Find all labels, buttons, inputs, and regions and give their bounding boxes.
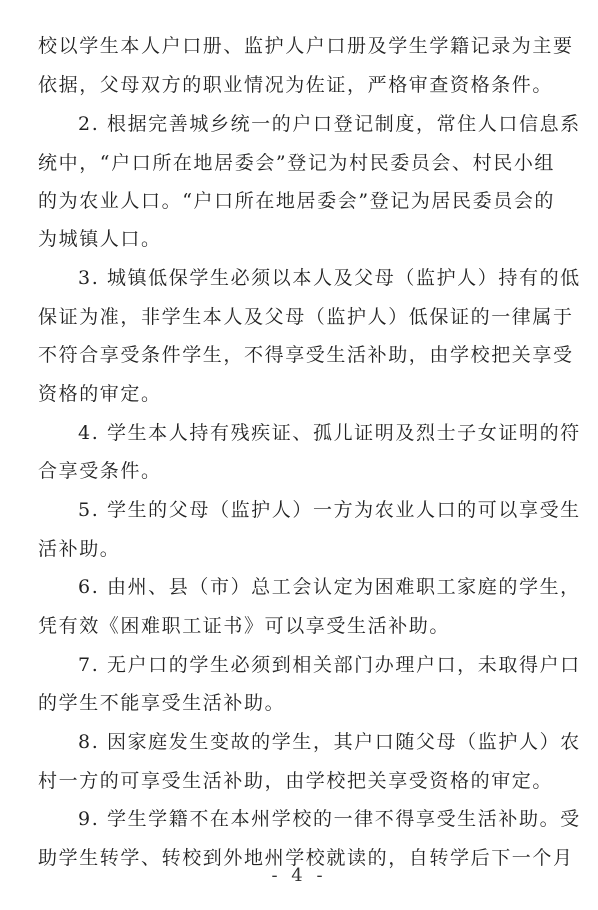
text-line: 的为农业人口。“户口所在地居委会”登记为居民委员会的 <box>38 190 556 212</box>
text-line: 为城镇人口。 <box>38 228 162 250</box>
paragraph-7-line: 7. 无户口的学生必须到相关部门办理户口，未取得户口 <box>78 654 581 676</box>
paragraph-4-line: 4. 学生本人持有残疾证、孤儿证明及烈士子女证明的符 <box>78 422 581 444</box>
text-line: 活补助。 <box>38 538 121 560</box>
paragraph-3-line: 3. 城镇低保学生必须以本人及父母（监护人）持有的低 <box>78 267 581 289</box>
paragraph-9-line: 9. 学生学籍不在本州学校的一律不得享受生活补助。受 <box>78 808 581 830</box>
text-line: 统中，“户口所在地居委会”登记为村民委员会、村民小组 <box>38 152 556 174</box>
page-number: - 4 - <box>271 865 327 886</box>
paragraph-5-line: 5. 学生的父母（监护人）一方为农业人口的可以享受生 <box>78 499 581 521</box>
text-line: 资格的审定。 <box>38 383 162 405</box>
text-line: 助学生转学、转校到外地州学校就读的，自转学后下一个月 <box>38 847 574 869</box>
text-line: 的学生不能享受生活补助。 <box>38 692 286 714</box>
paragraph-6-line: 6. 由州、县（市）总工会认定为困难职工家庭的学生， <box>78 576 581 598</box>
text-line: 校以学生本人户口册、监护人户口册及学生学籍记录为主要 <box>38 35 574 57</box>
text-line: 村一方的可享受生活补助，由学校把关享受资格的审定。 <box>38 770 554 792</box>
text-line: 不符合享受条件学生，不得享受生活补助，由学校把关享受 <box>38 344 574 366</box>
paragraph-2-line: 2. 根据完善城乡统一的户口登记制度，常住人口信息系 <box>78 113 581 135</box>
text-line: 凭有效《困难职工证书》可以享受生活补助。 <box>38 615 451 637</box>
text-line: 依据，父母双方的职业情况为佐证，严格审查资格条件。 <box>38 74 554 96</box>
text-line: 保证为准，非学生本人及父母（监护人）低保证的一律属于 <box>38 306 574 328</box>
text-line: 合享受条件。 <box>38 460 162 482</box>
paragraph-8-line: 8. 因家庭发生变故的学生，其户口随父母（监护人）农 <box>78 731 581 753</box>
